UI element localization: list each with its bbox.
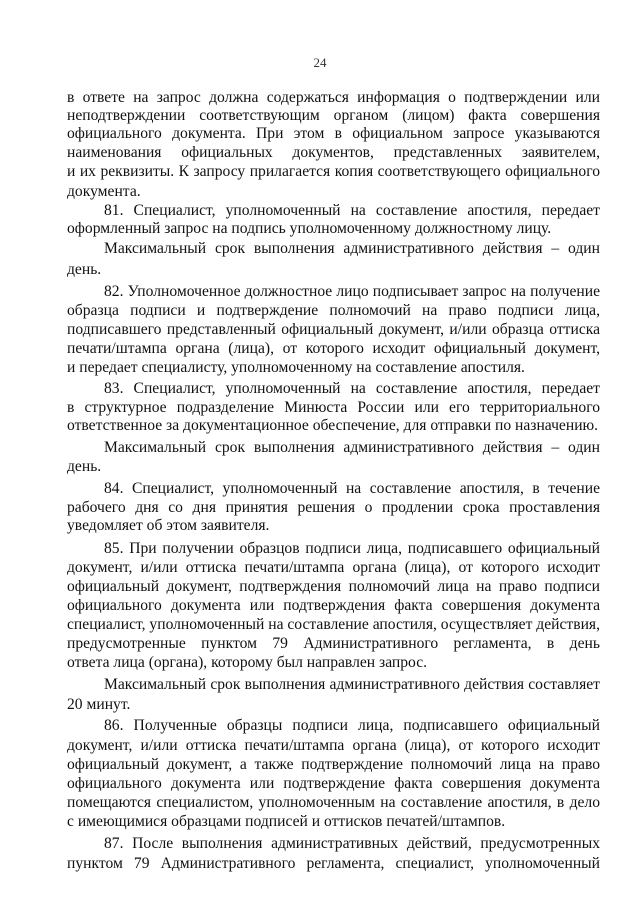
text-line: ответственное за документационное обеспечение, для отправки по назначению. [67, 417, 599, 434]
text-line: оформленный запрос на подпись уполномоченному должностному лицу. [67, 220, 552, 237]
text-line: 81. Специалист, уполномоченный на составление апостиля, передает [104, 202, 600, 219]
text-line: Максимальный срок выполнения административного действия – один [104, 439, 600, 456]
text-line: 84. Специалист, уполномоченный на составление апостиля, в течение [104, 480, 600, 497]
text-line: специалист, уполномоченный на составление апостиля, осуществляет действия, [67, 616, 600, 633]
text-line: подписавшего представленный официальный документ, и/или образца оттиска [67, 321, 600, 338]
text-line: день. [67, 458, 102, 475]
text-line: в структурное подразделение Минюста России или его территориального [67, 399, 600, 416]
text-line: документа. [67, 183, 141, 200]
text-line: 20 минут. [67, 696, 131, 713]
text-line: и передает специалисту, уполномоченному на составление апостиля. [67, 359, 525, 376]
text-line: Максимальный срок выполнения административного действия – один [104, 240, 600, 257]
text-line: Максимальный срок выполнения административного действия составляет [104, 676, 600, 693]
text-line: печати/штампа органа (лица), от которого исходит официальный документ, [67, 340, 600, 357]
text-line: 86. Полученные образцы подписи лица, подписавшего официальный [104, 717, 600, 734]
text-line: официальный документ, а также подтверждение полномочий лица на право [67, 756, 600, 773]
text-line: 87. После выполнения административных действий, предусмотренных [104, 835, 600, 852]
text-line: день. [67, 261, 102, 278]
text-line: ответа лица (органа), которому был направлен запрос. [67, 654, 428, 671]
text-line: в ответе на запрос должна содержаться информация о подтверждении или [67, 89, 600, 106]
text-line: с имеющимися образцами подписей и оттисков печатей/штампов. [67, 813, 506, 830]
text-line: документ, и/или оттиска печати/штампа органа (лица), от которого исходит [67, 737, 600, 754]
text-line: документ, и/или оттиска печати/штампа органа (лица), от которого исходит [67, 559, 600, 576]
text-line: пунктом 79 Административного регламента, специалист, уполномоченный [67, 855, 600, 872]
text-line: рабочего дня со дня принятия решения о продлении срока проставления [67, 499, 600, 516]
text-line: и их реквизиты. К запросу прилагается копия соответствующего официального [67, 163, 600, 180]
text-line: неподтверждении соответствующим органом (лицом) факта совершения [67, 107, 600, 124]
text-line: образца подписи и подтверждение полномочий на право подписи лица, [67, 302, 600, 319]
text-line: предусмотренные пунктом 79 Административного регламента, в день [67, 635, 600, 652]
text-line: официального документа. При этом в официальном запросе указываются [67, 125, 600, 142]
text-line: 85. При получении образцов подписи лица, подписавшего официальный [104, 540, 600, 557]
text-line: официального документа или подтверждение факта совершения документа [67, 775, 600, 792]
text-line: 82. Уполномоченное должностное лицо подписывает запрос на получение [104, 283, 600, 300]
text-line: 83. Специалист, уполномоченный на составление апостиля, передает [104, 380, 600, 397]
page-number: 24 [313, 55, 327, 70]
text-line: наименования официальных документов, представленных заявителем, [67, 144, 600, 161]
text-line: официального документа или подтверждения факта совершения документа [67, 597, 600, 614]
text-line: уведомляет об этом заявителя. [67, 517, 270, 534]
text-line: официальный документ, подтверждения полномочий лица на право подписи [67, 578, 600, 595]
text-line: помещаются специалистом, уполномоченным на составление апостиля, в дело [67, 794, 600, 811]
